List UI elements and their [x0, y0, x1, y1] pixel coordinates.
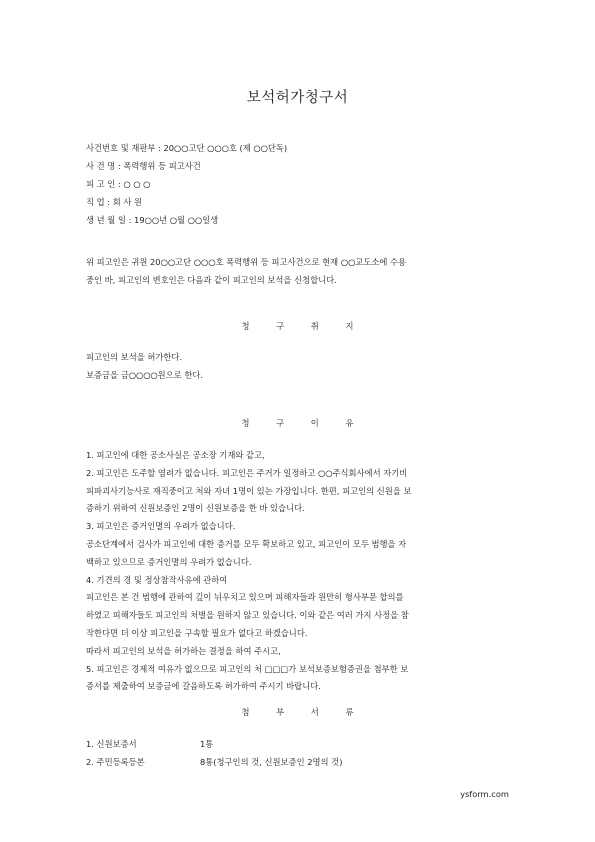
attachments-heading: 첨 부 서 류	[241, 707, 354, 717]
document-title: 보석허가청구서	[246, 90, 349, 106]
reason-line: 3. 피고인은 증거인멸의 우려가 없습니다.	[86, 521, 236, 532]
purpose-body	[86, 349, 510, 385]
reason-line: 백하고 있으므로 증거인멸의 우려가 없습니다.	[86, 556, 252, 567]
intro-line: 중인 바, 피고인의 변호인은 다음과 같이 피고인의 보석을 신청합니다.	[86, 274, 337, 285]
attachment-name: 1. 신원보증서	[86, 739, 137, 749]
intro-paragraph	[86, 254, 510, 290]
defendant-line: 피 고 인 : ○ ○ ○	[86, 179, 151, 189]
reason-line: 증서를 제출하여 보증금에 갈음하도록 허가하여 주시기 바랍니다.	[86, 681, 321, 692]
reason-line: 작한다면 더 이상 피고인을 구속할 필요가 없다고 하겠습니다.	[86, 627, 308, 638]
case-number-line: 사건번호 및 재판부 : 20○○고단 ○○○호 (제 ○○단독)	[86, 143, 288, 153]
reason-line: 증하기 위하여 신원보증인 2명이 신원보증을 한 바 있습니다.	[86, 503, 305, 514]
reason-heading: 청 구 이 유	[241, 418, 354, 428]
attachment-count: 8통(청구인의 것, 신원보증인 2명의 것)	[200, 757, 343, 767]
reason-line: 5. 피고인은 경제적 여유가 없으므로 피고인의 처 □□□가 보석보증보험증권을 첨부한 보	[86, 663, 409, 674]
reason-line: 공소단계에서 검사가 피고인에 대한 증거를 모두 확보하고 있고, 피고인이 모두 범행을 자	[86, 538, 407, 549]
reason-line: 1. 피고인에 대한 공소사실은 공소장 기재와 같고,	[86, 450, 265, 460]
attachment-item	[86, 753, 342, 771]
intro-line: 위 피고인은 귀원 20○○고단 ○○○호 폭력행위 등 피고사건으로 현재 ○○교도소에 수용	[86, 257, 407, 267]
case-name-line: 사 건 명 : 폭력행위 등 피고사건	[86, 161, 201, 171]
reason-line: 4. 기견의 경 및 정상참작사유에 관하여	[86, 574, 228, 585]
purpose-line: 피고인의 보석을 허가한다.	[86, 352, 183, 362]
birthdate-line: 생 년 월 일 : 19○○년 ○월 ○○일생	[86, 215, 219, 225]
purpose-line: 보증금을 금○○○○원으로 한다.	[86, 369, 204, 380]
reason-line: 피파괴사기능사로 재직중이고 처와 자녀 1명이 있는 가장입니다. 한편, 피고인의 신원을 보	[86, 485, 412, 496]
occupation-line: 직 업 : 회 사 원	[86, 197, 143, 207]
reason-line: 따라서 피고인의 보석을 허가하는 결정을 하여 주시고,	[86, 645, 281, 656]
footer-watermark: ysform.com	[460, 789, 509, 799]
attachment-name: 2. 주민등록등본	[86, 757, 145, 767]
purpose-heading: 청 구 취 지	[241, 321, 354, 331]
reason-line: 피고인은 본 건 범행에 관하여 깊이 뉘우치고 있으며 피해자들과 원만히 형사부문 합의를	[86, 592, 404, 603]
reason-line: 2. 피고인은 도주할 염려가 없습니다. 피고인은 주거가 일정하고 ○○주식회사에서 자기비	[86, 467, 408, 478]
reason-line: 하였고 피해자들도 피고인의 처벌을 원하지 않고 있습니다. 이와 같은 여러 가지 사정을 참	[86, 610, 409, 621]
attachments-list	[86, 735, 342, 771]
case-info	[86, 139, 287, 229]
reason-body	[86, 447, 510, 696]
attachment-count: 1통	[200, 739, 214, 749]
attachment-item	[86, 735, 342, 753]
